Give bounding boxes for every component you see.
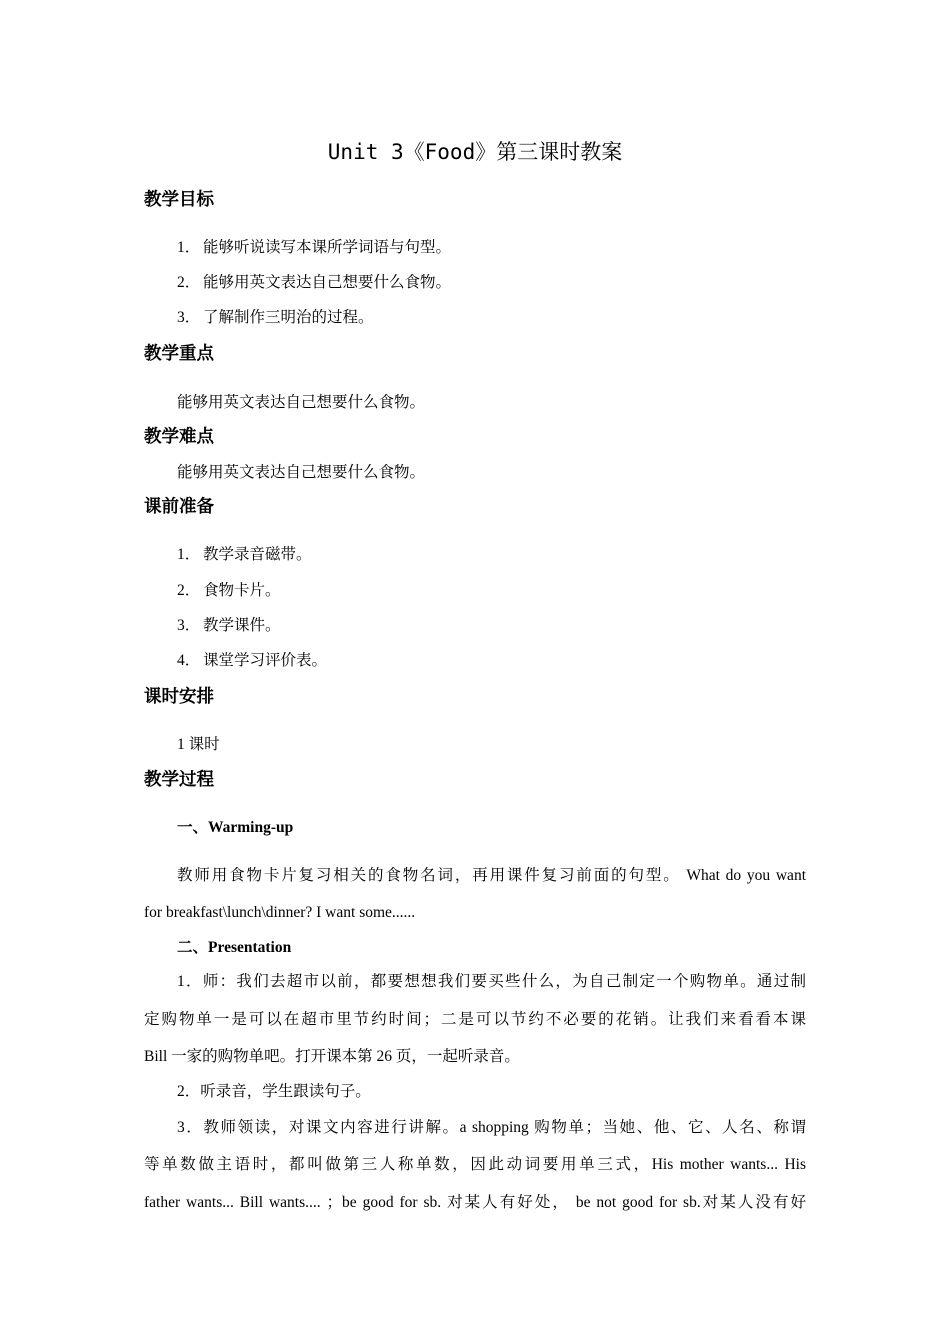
- warmup-line-2: for breakfast\lunch\dinner? I want some......: [144, 904, 416, 921]
- prep-item-2: [177, 580, 281, 602]
- heading-process: 教学过程: [144, 770, 214, 790]
- presentation-heading: 二、Presentation: [177, 939, 292, 956]
- goal-item-2: [177, 272, 451, 294]
- key-points-text: 能够用英文表达自己想要什么食物。: [177, 394, 426, 411]
- prep-item-3: [177, 615, 281, 637]
- goal-item-3: [177, 307, 374, 329]
- prep-item-number: 4．: [177, 652, 201, 669]
- presentation-step3-line-2: 等单数做主语时，都叫做第三人称单数，因此动词要用单三式，His mother wants... His: [144, 1156, 806, 1173]
- heading-goals: 教学目标: [144, 190, 214, 210]
- warmup-heading: 一、Warming-up: [177, 819, 294, 836]
- presentation-step2: 2．听录音，学生跟读句子。: [177, 1083, 371, 1100]
- warmup-line-1: 教师用食物卡片复习相关的食物名词，再用课件复习前面的句型。 What do you want: [177, 867, 806, 884]
- prep-item-text: 教学录音磁带。: [203, 546, 312, 563]
- presentation-step3-line-1: 3．教师领读，对课文内容进行讲解。a shopping 购物单；当她、他、它、人名、称谓: [177, 1119, 806, 1136]
- presentation-step1-line-2: 定购物单一是可以在超市里节约时间；二是可以节约不必要的花销。让我们来看看本课: [144, 1011, 806, 1028]
- presentation-step3-line-3: father wants... Bill wants.... ；be good for sb. 对某人有好处， be not good for sb.对某人没有好: [144, 1194, 806, 1211]
- prep-item-number: 2．: [177, 582, 201, 599]
- goal-item-number: 1．: [177, 239, 201, 256]
- heading-difficulties: 教学难点: [144, 427, 214, 447]
- difficulties-text: 能够用英文表达自己想要什么食物。: [177, 464, 426, 481]
- heading-schedule: 课时安排: [144, 687, 214, 707]
- goal-item-text: 了解制作三明治的过程。: [203, 309, 374, 326]
- goal-item-number: 3．: [177, 309, 201, 326]
- schedule-text: 1 课时: [177, 736, 220, 753]
- prep-item-number: 3．: [177, 617, 201, 634]
- prep-item-text: 教学课件。: [203, 617, 281, 634]
- goal-item-1: [177, 237, 451, 259]
- heading-preparation: 课前准备: [144, 497, 214, 517]
- prep-item-4: [177, 650, 327, 672]
- goal-item-text: 能够用英文表达自己想要什么食物。: [203, 274, 452, 291]
- presentation-step1-line-1: 1．师：我们去超市以前，都要想想我们要买些什么，为自己制定一个购物单。通过制: [177, 973, 806, 990]
- prep-item-1: [177, 544, 312, 566]
- document-title: Unit 3《Food》第三课时教案: [327, 140, 623, 164]
- prep-item-number: 1．: [177, 546, 201, 563]
- goal-item-text: 能够听说读写本课所学词语与句型。: [203, 239, 452, 256]
- presentation-step1-line-3: Bill 一家的购物单吧。打开课本第 26 页，一起听录音。: [144, 1048, 520, 1065]
- heading-key-points: 教学重点: [144, 344, 214, 364]
- prep-item-text: 食物卡片。: [203, 582, 281, 599]
- prep-item-text: 课堂学习评价表。: [203, 652, 328, 669]
- goal-item-number: 2．: [177, 274, 201, 291]
